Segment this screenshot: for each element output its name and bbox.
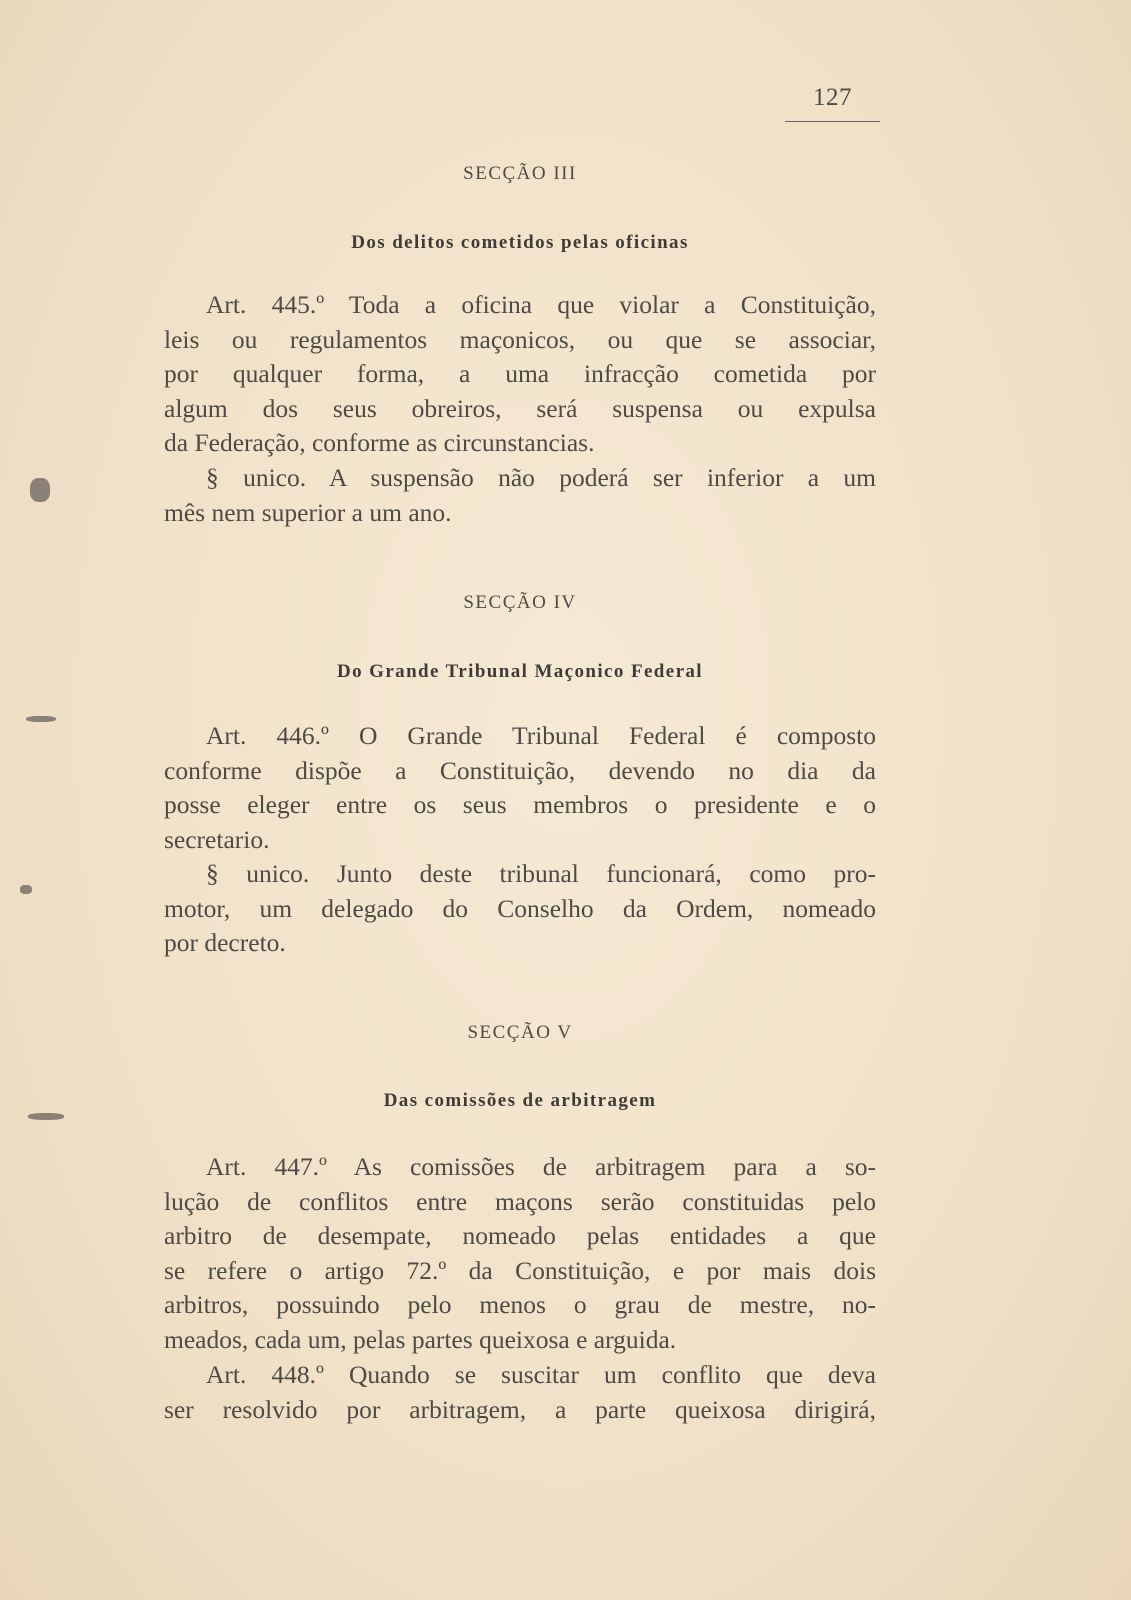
text-line: ser resolvido por arbitragem, a parte queixosa dirigirá, (164, 1394, 876, 1424)
article-paragraph (164, 1150, 876, 1358)
text-line: algum dos seus obreiros, será suspensa ou expulsa (164, 393, 876, 423)
margin-stain (26, 716, 56, 722)
paragraph-unico (164, 461, 876, 530)
text-line: por qualquer forma, a uma infracção cometida por (164, 359, 876, 389)
section-label: SECÇÃO V (467, 1022, 573, 1043)
page-number: 127 (813, 84, 852, 111)
text-line: leis ou regulamentos maçonicos, ou que se associar, (164, 324, 876, 354)
article-paragraph (164, 288, 876, 461)
section-title: Dos delitos cometidos pelas oficinas (351, 232, 689, 253)
section-title: Das comissões de arbitragem (383, 1090, 657, 1111)
article-paragraph (164, 719, 876, 857)
text-line: por decreto. (164, 928, 286, 958)
text-line: se refere o artigo 72.º da Constituição, e por mais dois (164, 1255, 876, 1285)
text-line: arbitro de desempate, nomeado pelas entidades a que (164, 1221, 876, 1251)
text-line: Art. 445.º Toda a oficina que violar a Constituição, (206, 290, 876, 319)
margin-stain (30, 478, 50, 502)
text-line: arbitros, possuindo pelo menos o grau de mestre, no- (164, 1290, 876, 1320)
text-line: motor, um delegado do Conselho da Ordem, nomeado (164, 893, 876, 923)
article-paragraph (164, 1358, 876, 1427)
text-line: § unico. Junto deste tribunal funcionará, como pro- (206, 859, 876, 888)
text-line: secretario. (164, 824, 270, 854)
text-line: Art. 446.º O Grande Tribunal Federal é composto (206, 721, 876, 750)
section-label: SECÇÃO III (463, 163, 577, 184)
text-line: mês nem superior a um ano. (164, 497, 452, 527)
text-line: posse eleger entre os seus membros o presidente e o (164, 790, 876, 820)
text-line: § unico. A suspensão não poderá ser inferior a um (206, 463, 876, 492)
text-line: Art. 447.º As comissões de arbitragem para a so- (206, 1152, 876, 1181)
margin-stain (28, 1113, 64, 1120)
header-rule (785, 121, 880, 122)
text-line: meados, cada um, pelas partes queixosa e arguida. (164, 1324, 677, 1354)
text-line: lução de conflitos entre maçons serão constituidas pelo (164, 1186, 876, 1216)
text-line: Art. 448.º Quando se suscitar um conflito que deva (206, 1360, 876, 1389)
section-label: SECÇÃO IV (463, 592, 577, 613)
margin-stain (20, 885, 32, 894)
paragraph-unico (164, 857, 876, 961)
text-line: conforme dispõe a Constituição, devendo no dia da (164, 755, 876, 785)
section-title: Do Grande Tribunal Maçonico Federal (336, 661, 703, 682)
text-line: da Federação, conforme as circunstancias. (164, 428, 595, 458)
